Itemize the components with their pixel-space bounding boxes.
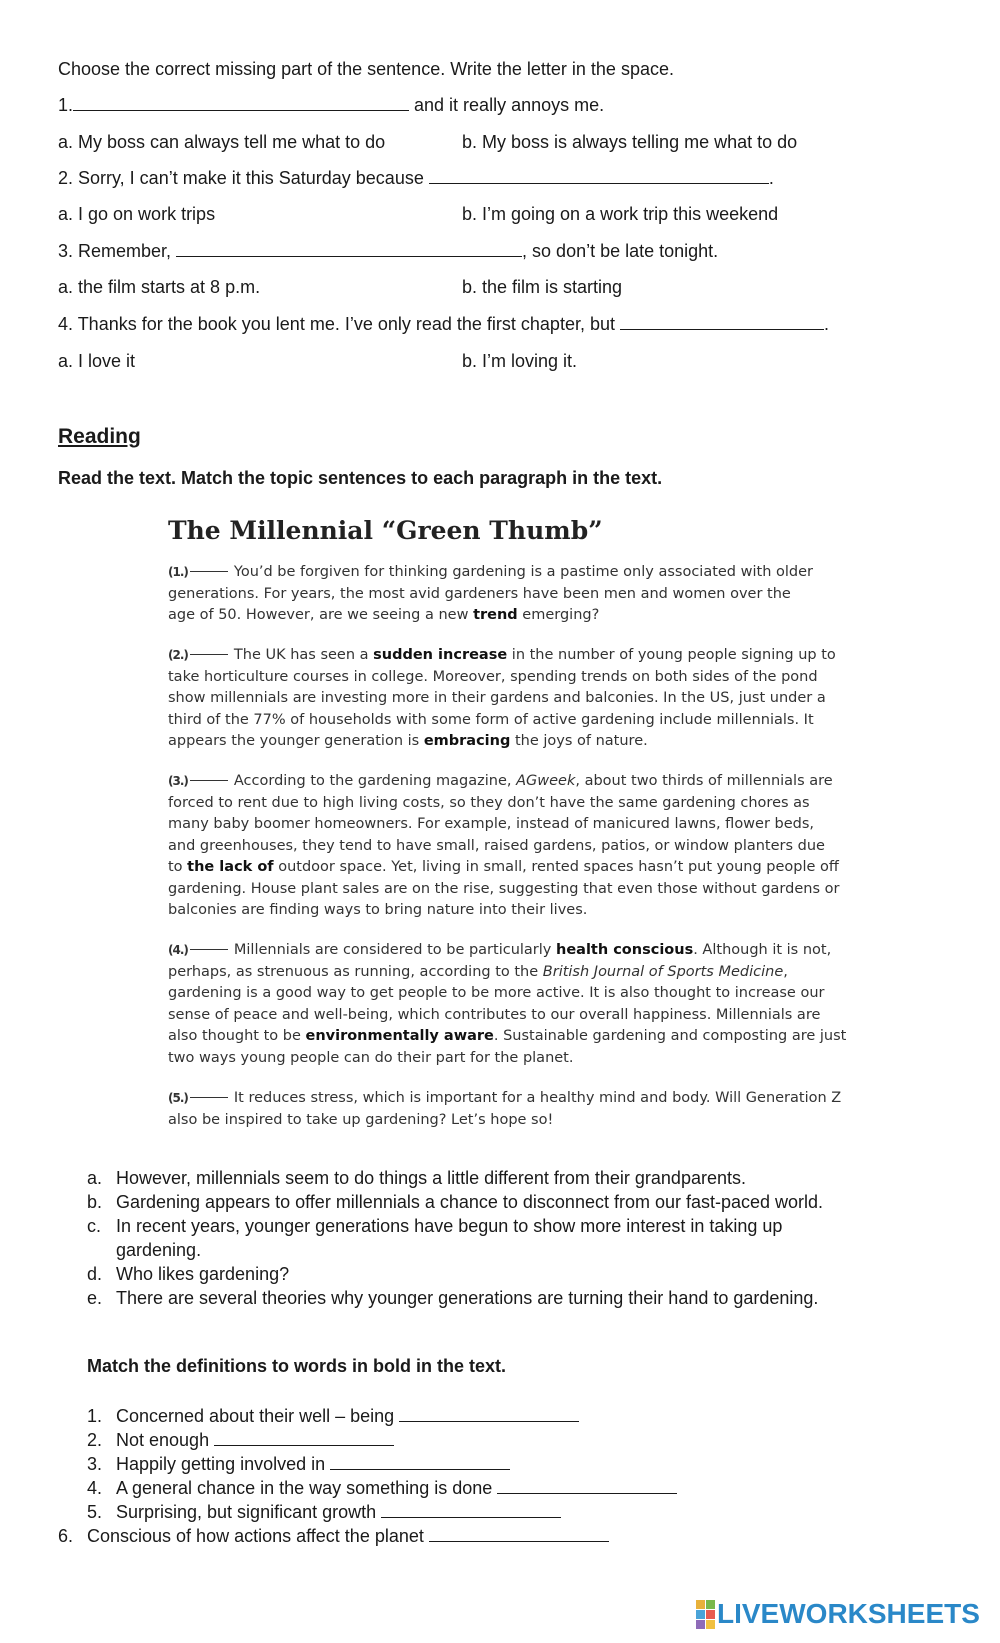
list-marker: b. — [87, 1192, 103, 1212]
topic-sentence-text: There are several theories why younger generations are turning their hand to gardening. — [116, 1288, 819, 1308]
logo-square — [696, 1620, 705, 1629]
list-marker: 3. — [87, 1454, 103, 1474]
article-paragraph — [168, 771, 840, 922]
definition-text: Surprising, but significant growth — [116, 1502, 382, 1522]
logo-square — [706, 1610, 715, 1619]
article-paragraph — [168, 1088, 842, 1131]
topic-sentence-item — [87, 1190, 823, 1214]
list-marker: 5. — [87, 1502, 103, 1522]
definition-text: Happily getting involved in — [116, 1454, 331, 1474]
italic-source-title: AGweek — [516, 773, 576, 789]
list-marker: d. — [87, 1264, 103, 1284]
logo-text: LIVEWORKSHEETS — [717, 1598, 980, 1629]
topic-sentence-item — [87, 1286, 818, 1310]
paragraph-line: show millennials are investing more in their gardens and balconies. In the US, just under a — [168, 690, 826, 706]
definition-item — [87, 1428, 394, 1452]
list-marker: 1. — [87, 1406, 103, 1426]
paragraph-line: many baby boomer homeowners. For example, instead of manicured lawns, flower beds, — [168, 816, 815, 832]
paragraph-line: balconies are finding ways to bring nature into their lives. — [168, 902, 588, 918]
paragraph-line: (5.) It reduces stress, which is important for a healthy mind and body. Will Generation Z — [168, 1090, 842, 1106]
definition-text: Concerned about their well – being — [116, 1406, 400, 1426]
question-3-option-a: a. the film starts at 8 p.m. — [58, 277, 261, 297]
list-marker: 2. — [87, 1430, 103, 1450]
paragraph-answer-blank[interactable] — [190, 571, 228, 572]
question-1-option-a: a. My boss can always tell me what to do — [58, 132, 386, 152]
question-2-end: . — [768, 168, 774, 188]
definition-answer-blank[interactable] — [497, 1477, 677, 1494]
definition-item — [87, 1452, 510, 1476]
bold-vocabulary-word: sudden increase — [373, 647, 508, 663]
question-4-text: 4. Thanks for the book you lent me. I’ve only read the first chapter, but — [58, 314, 620, 334]
list-marker: c. — [87, 1216, 102, 1236]
paragraph-line: two ways young people can do their part for the planet. — [168, 1049, 574, 1066]
answer-blank-2[interactable] — [429, 167, 769, 184]
logo-icon — [696, 1600, 715, 1629]
answer-blank-4[interactable] — [620, 313, 824, 330]
topic-sentence-text: Gardening appears to offer millennials a chance to disconnect from our fast-paced world. — [116, 1192, 824, 1212]
definition-answer-blank[interactable] — [214, 1429, 394, 1446]
list-marker: 4. — [87, 1478, 103, 1498]
definition-item — [87, 1476, 677, 1500]
paragraph-line: also be inspired to take up gardening? Let’s hope so! — [168, 1111, 554, 1128]
question-1-option-b: b. My boss is always telling me what to do — [462, 132, 798, 152]
reading-instruction: Read the text. Match the topic sentences to each paragraph in the text. — [58, 468, 663, 488]
definition-answer-blank[interactable] — [399, 1405, 579, 1422]
paragraph-answer-blank[interactable] — [190, 1097, 228, 1098]
definition-text: Not enough — [116, 1430, 215, 1450]
definition-answer-blank[interactable] — [381, 1501, 561, 1518]
question-1-text: and it really annoys me. — [409, 95, 605, 115]
article-title: The Millennial “Green Thumb” — [168, 516, 603, 545]
paragraph-number: (4.) — [168, 943, 188, 957]
answer-blank-3[interactable] — [176, 240, 522, 257]
paragraph-line: (2.) The UK has seen a sudden increase in the number of young people signing up to — [168, 647, 836, 663]
answer-blank-1[interactable] — [73, 94, 409, 111]
paragraph-number: (2.) — [168, 648, 188, 662]
paragraph-line: perhaps, as strenuous as running, according to the British Journal of Sports Medicine, — [168, 963, 788, 980]
list-marker: e. — [87, 1288, 103, 1308]
liveworksheets-logo — [696, 1598, 980, 1630]
question-2-option-b: b. I’m going on a work trip this weekend — [462, 204, 779, 224]
article-paragraph — [168, 940, 847, 1069]
definition-item — [87, 1500, 561, 1524]
question-4-option-b: b. I’m loving it. — [462, 351, 578, 371]
grammar-instruction: Choose the correct missing part of the sentence. Write the letter in the space. — [58, 59, 674, 79]
paragraph-number: (5.) — [168, 1091, 188, 1105]
topic-sentence-text: However, millennials seem to do things a little different from their grandparents. — [116, 1168, 746, 1188]
question-3-text: 3. Remember, — [58, 241, 177, 261]
paragraph-line: gardening. House plant sales are on the rise, suggesting that even those without gardens or — [168, 880, 840, 897]
question-3-option-b: b. the film is starting — [462, 277, 623, 297]
topic-sentence-text: Who likes gardening? — [116, 1264, 290, 1284]
logo-square — [696, 1610, 705, 1619]
definition-text: A general chance in the way something is done — [116, 1478, 498, 1498]
topic-sentence-item — [87, 1166, 746, 1190]
bold-vocabulary-word: environmentally aware — [305, 1028, 494, 1044]
paragraph-line: gardening is a good way to get people to be more active. It is also thought to increase our — [168, 985, 825, 1001]
paragraph-line: forced to rent due to high living costs, so they don’t have the same gardening chores as — [168, 794, 810, 811]
logo-square — [706, 1620, 715, 1629]
paragraph-line: sense of peace and well-being, which contributes to our overall happiness. Millennials are — [168, 1006, 821, 1023]
paragraph-line: (4.) Millennials are considered to be particularly health conscious. Although it is not, — [168, 942, 832, 958]
definitions-instruction: Match the definitions to words in bold in the text. — [87, 1356, 506, 1376]
definition-item — [87, 1404, 579, 1428]
paragraph-number: (1.) — [168, 565, 188, 579]
paragraph-number: (3.) — [168, 774, 188, 788]
italic-source-title: British Journal of Sports Medicine — [542, 963, 784, 980]
definition-answer-blank[interactable] — [429, 1525, 609, 1542]
bold-vocabulary-word: health conscious — [556, 942, 694, 958]
definition-item — [58, 1524, 609, 1548]
article-paragraph — [168, 645, 836, 753]
paragraph-answer-blank[interactable] — [190, 654, 228, 655]
article-paragraph — [168, 562, 828, 627]
paragraph-line: and greenhouses, they tend to have small, raised gardens, patios, or window planters due — [168, 837, 825, 854]
bold-vocabulary-word: the lack of — [187, 859, 274, 875]
list-marker: a. — [87, 1168, 103, 1188]
question-2-text: 2. Sorry, I can’t make it this Saturday because — [58, 168, 429, 188]
paragraph-line: appears the younger generation is embracing the joys of nature. — [168, 733, 648, 749]
definition-text: Conscious of how actions affect the planet — [87, 1526, 429, 1546]
paragraph-line: generations. For years, the most avid gardeners have been men and women over the — [168, 585, 791, 602]
topic-sentence-item — [87, 1262, 289, 1286]
question-4-end: . — [823, 314, 829, 334]
definition-answer-blank[interactable] — [330, 1453, 510, 1470]
paragraph-line: also thought to be environmentally aware. Sustainable gardening and composting are just — [168, 1028, 847, 1044]
paragraph-line: (1.) You’d be forgiven for thinking gardening is a pastime only associated with older — [168, 564, 813, 580]
reading-heading: Reading — [58, 425, 141, 448]
question-1 — [58, 94, 604, 116]
paragraph-line: take horticulture courses in college. Moreover, spending trends on both sides of the pond — [168, 668, 818, 685]
question-4 — [58, 313, 829, 335]
bold-vocabulary-word: embracing — [423, 733, 511, 749]
paragraph-line: (3.) According to the gardening magazine, AGweek, about two thirds of millennials are — [168, 773, 833, 789]
topic-sentence-text: In recent years, younger generations have begun to show more interest in taking up gardening. — [116, 1216, 783, 1260]
question-1-number: 1. — [58, 95, 74, 115]
paragraph-answer-blank[interactable] — [190, 949, 228, 950]
bold-vocabulary-word: trend — [473, 607, 518, 623]
list-marker: 6. — [58, 1526, 74, 1546]
question-4-option-a: a. I love it — [58, 351, 136, 371]
question-3 — [58, 240, 718, 262]
question-3-end: , so don’t be late tonight. — [522, 241, 719, 261]
question-2 — [58, 167, 774, 189]
logo-square — [696, 1600, 705, 1609]
paragraph-line: third of the 77% of households with some form of active gardening include millennials. It — [168, 711, 814, 728]
paragraph-answer-blank[interactable] — [190, 780, 228, 781]
paragraph-line: age of 50. However, are we seeing a new trend emerging? — [168, 607, 600, 623]
paragraph-line: to the lack of outdoor space. Yet, living in small, rented spaces hasn’t put young people off — [168, 859, 839, 875]
logo-square — [706, 1600, 715, 1609]
topic-sentence-item — [87, 1214, 782, 1262]
question-2-option-a: a. I go on work trips — [58, 204, 216, 224]
